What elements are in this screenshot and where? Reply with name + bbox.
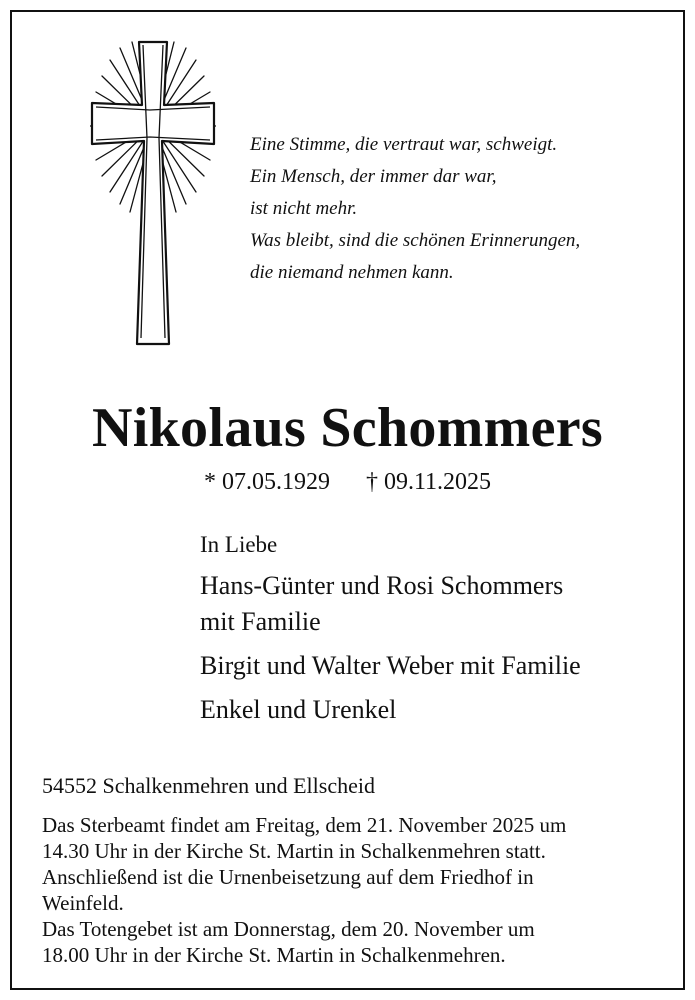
funeral-notice: [42, 812, 682, 968]
notice-line: 18.00 Uhr in der Kirche St. Martin in Schalkenmehren.: [42, 943, 506, 967]
notice-line: Weinfeld.: [42, 891, 124, 915]
mourners-intro: In Liebe: [200, 532, 278, 557]
cross-with-rays-icon: [90, 40, 216, 346]
obituary-notice: [10, 10, 685, 990]
poem-line: Ein Mensch, der immer dar war,: [250, 166, 497, 187]
mourner-group: [200, 648, 670, 684]
poem-line: Was bleibt, sind die schönen Erinnerungen,: [250, 230, 581, 251]
notice-line: Das Totengebet ist am Donnerstag, dem 20. November um: [42, 917, 535, 941]
death-date: † 09.11.2025: [365, 469, 492, 495]
mourner-line: mit Familie: [200, 607, 321, 636]
mourner-group: [200, 568, 670, 640]
notice-line: Anschließend ist die Urnenbeisetzung auf dem Friedhof in: [42, 865, 534, 889]
poem-line: die niemand nehmen kann.: [250, 262, 454, 283]
mourner-group: [200, 692, 670, 728]
mourners: [200, 530, 670, 736]
mourner-line: Birgit und Walter Weber mit Familie: [200, 651, 581, 680]
place-line: 54552 Schalkenmehren und Ellscheid: [42, 773, 375, 798]
poem-line: Eine Stimme, die vertraut war, schweigt.: [250, 134, 558, 155]
notice-line: 14.30 Uhr in der Kirche St. Martin in Schalkenmehren statt.: [42, 839, 546, 863]
mourner-line: Hans-Günter und Rosi Schommers: [200, 571, 564, 600]
mourner-line: Enkel und Urenkel: [200, 695, 397, 724]
poem-line: ist nicht mehr.: [250, 198, 358, 219]
poem: [250, 129, 670, 289]
life-dates: [12, 467, 683, 497]
notice-line: Das Sterbeamt findet am Freitag, dem 21. November 2025 um: [42, 813, 567, 837]
deceased-name: Nikolaus Schommers: [92, 397, 603, 459]
birth-date: * 07.05.1929: [203, 469, 330, 495]
